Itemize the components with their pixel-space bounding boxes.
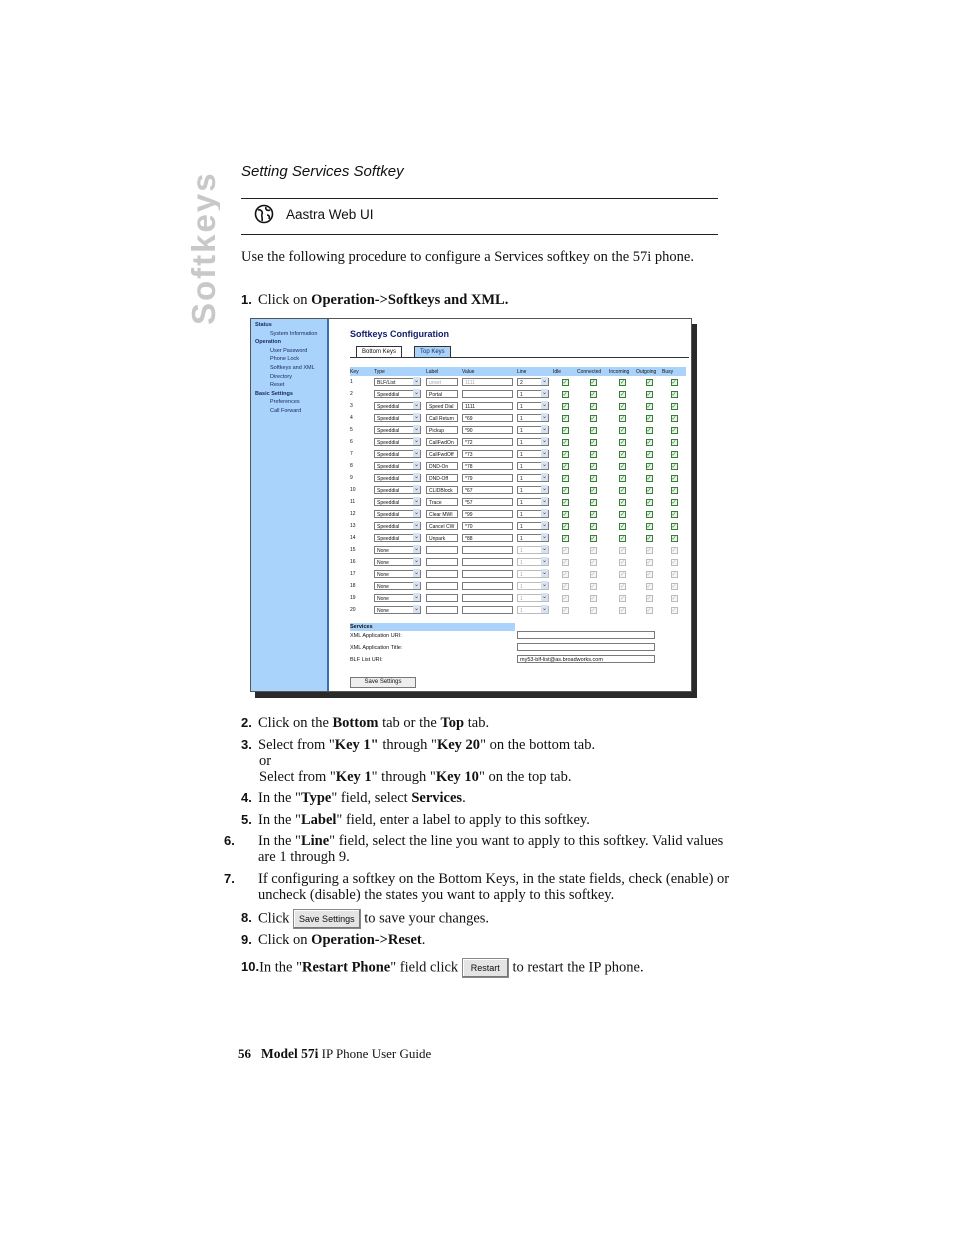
incoming-checkbox[interactable]: ✓ (620, 499, 626, 506)
web-ui-screenshot (250, 318, 692, 692)
softkey-row (350, 520, 686, 532)
key-number: 17 (350, 571, 356, 577)
save-settings-button[interactable]: Save Settings (350, 677, 416, 688)
line-select[interactable]: 1 ⌄ (517, 510, 549, 518)
blf-list-uri-label: BLF List URI: (350, 657, 383, 663)
connected-checkbox[interactable]: ✓ (590, 391, 596, 398)
busy-checkbox[interactable]: ✓ (671, 595, 677, 602)
line-select[interactable]: 1 ⌄ (517, 570, 549, 578)
type-select[interactable]: Speeddial ⌄ (374, 438, 421, 446)
nav-link[interactable]: System Information (270, 330, 318, 337)
key-number: 6 (350, 439, 353, 445)
type-select[interactable]: None ⌄ (374, 558, 421, 566)
busy-checkbox[interactable]: ✓ (671, 607, 677, 614)
softkey-row (350, 580, 686, 592)
busy-checkbox[interactable]: ✓ (671, 523, 677, 530)
idle-checkbox[interactable]: ✓ (562, 403, 568, 410)
label-input[interactable]: DND-Off (426, 474, 458, 482)
label-input[interactable]: Unpark (426, 534, 458, 542)
connected-checkbox[interactable]: ✓ (590, 547, 596, 554)
column-header: Type (374, 367, 426, 376)
column-header: Busy (662, 367, 686, 376)
key-number: 10 (350, 487, 356, 493)
value-input[interactable]: *78 (462, 462, 513, 470)
type-select[interactable]: None ⌄ (374, 546, 421, 554)
nav-link[interactable]: Phone Lock (270, 356, 300, 363)
type-select[interactable]: Speeddial ⌄ (374, 414, 421, 422)
incoming-checkbox[interactable]: ✓ (620, 427, 626, 434)
key-number: 18 (350, 583, 356, 589)
step-4: 4. In the "Type" field, select Services. (241, 790, 466, 806)
connected-checkbox[interactable]: ✓ (590, 475, 596, 482)
label-input[interactable]: Cancel CW (426, 522, 458, 530)
section-title: Setting Services Softkey (241, 163, 404, 180)
outgoing-checkbox[interactable]: ✓ (646, 391, 652, 398)
line-select[interactable]: 1 ⌄ (517, 462, 549, 470)
nav-link[interactable]: Directory (270, 373, 293, 380)
idle-checkbox[interactable]: ✓ (562, 391, 568, 398)
side-title (186, 160, 220, 325)
type-select[interactable]: Speeddial ⌄ (374, 534, 421, 542)
outgoing-checkbox[interactable]: ✓ (646, 403, 652, 410)
xml-app-uri-label: XML Application URI: (350, 633, 402, 639)
step-1: 1. Click on Operation->Softkeys and XML. (241, 292, 509, 308)
line-select[interactable]: 1 ⌄ (517, 414, 549, 422)
label-input[interactable]: CallFwdOff (426, 450, 458, 458)
busy-checkbox[interactable]: ✓ (671, 547, 677, 554)
outgoing-checkbox[interactable]: ✓ (646, 523, 652, 530)
softkey-row (350, 472, 686, 484)
key-number: 15 (350, 547, 356, 553)
connected-checkbox[interactable]: ✓ (590, 607, 596, 614)
connected-checkbox[interactable]: ✓ (590, 571, 596, 578)
incoming-checkbox[interactable]: ✓ (620, 391, 626, 398)
label-input[interactable]: CallFwdOn (426, 438, 458, 446)
line-select[interactable]: 1 ⌄ (517, 558, 549, 566)
type-select[interactable]: Speeddial ⌄ (374, 402, 421, 410)
xml-app-title-label: XML Application Title: (350, 645, 403, 651)
value-input[interactable]: *57 (462, 498, 513, 506)
busy-checkbox[interactable]: ✓ (671, 391, 677, 398)
softkey-row (350, 412, 686, 424)
idle-checkbox[interactable]: ✓ (562, 463, 568, 470)
type-select[interactable]: None ⌄ (374, 582, 421, 590)
services-header: Services (350, 623, 515, 631)
line-select[interactable]: 1 ⌄ (517, 498, 549, 506)
softkey-row (350, 424, 686, 436)
line-select[interactable]: 1 ⌄ (517, 546, 549, 554)
column-header: Incoming (609, 367, 636, 376)
label-input[interactable]: CLIDBlock (426, 486, 458, 494)
footer-model: Model 57i (261, 1046, 319, 1061)
incoming-checkbox[interactable]: ✓ (620, 559, 626, 566)
incoming-checkbox[interactable]: ✓ (620, 595, 626, 602)
intro-text: Use the following procedure to configure a Services softkey on the 57i phone. (241, 249, 694, 265)
label-input[interactable] (426, 606, 458, 614)
xml-app-uri-input[interactable] (517, 631, 655, 639)
key-number: 19 (350, 595, 356, 601)
value-input[interactable]: *73 (462, 450, 513, 458)
step-8: 8. Click Save Settings to save your changes. (241, 909, 721, 929)
type-select[interactable]: BLF/List ⌄ (374, 378, 421, 386)
busy-checkbox[interactable]: ✓ (671, 559, 677, 566)
side-title-text: Softkeys (186, 171, 220, 325)
softkey-row (350, 556, 686, 568)
connected-checkbox[interactable]: ✓ (590, 379, 596, 386)
label-input[interactable]: Speed Dial (426, 402, 458, 410)
type-select[interactable]: None ⌄ (374, 570, 421, 578)
idle-checkbox[interactable]: ✓ (562, 523, 568, 530)
outgoing-checkbox[interactable]: ✓ (646, 571, 652, 578)
idle-checkbox[interactable]: ✓ (562, 451, 568, 458)
type-select[interactable]: None ⌄ (374, 606, 421, 614)
xml-app-title-input[interactable] (517, 643, 655, 651)
type-select[interactable]: None ⌄ (374, 594, 421, 602)
value-input[interactable]: *88 (462, 534, 513, 542)
label-input[interactable]: DND-On (426, 462, 458, 470)
column-header: Line (517, 367, 553, 376)
type-select[interactable]: Speeddial ⌄ (374, 498, 421, 506)
idle-checkbox[interactable]: ✓ (562, 559, 568, 566)
key-number: 9 (350, 475, 353, 481)
connected-checkbox[interactable]: ✓ (590, 427, 596, 434)
outgoing-checkbox[interactable]: ✓ (646, 583, 652, 590)
page-footer (238, 1046, 431, 1062)
softkeys-config-title: Softkeys Configuration (350, 329, 450, 339)
softkey-row (350, 388, 686, 400)
idle-checkbox[interactable]: ✓ (562, 571, 568, 578)
divider (241, 198, 718, 199)
label-input[interactable] (426, 594, 458, 602)
value-input[interactable]: *70 (462, 522, 513, 530)
nav-section: Basic Settings (255, 390, 293, 397)
value-input[interactable]: 1111 (462, 402, 513, 410)
incoming-checkbox[interactable]: ✓ (620, 535, 626, 542)
nav-link[interactable]: User Password (270, 347, 308, 354)
softkey-row (350, 436, 686, 448)
column-header: Connected (577, 367, 609, 376)
connected-checkbox[interactable]: ✓ (590, 595, 596, 602)
idle-checkbox[interactable]: ✓ (562, 595, 568, 602)
busy-checkbox[interactable]: ✓ (671, 487, 677, 494)
label-input[interactable] (426, 558, 458, 566)
tab-bottom-keys[interactable]: Bottom Keys (356, 346, 402, 357)
line-select[interactable]: 1 ⌄ (517, 534, 549, 542)
key-number: 5 (350, 427, 353, 433)
value-input[interactable] (462, 570, 513, 578)
connected-checkbox[interactable]: ✓ (590, 487, 596, 494)
incoming-checkbox[interactable]: ✓ (620, 379, 626, 386)
line-select[interactable]: 1 ⌄ (517, 474, 549, 482)
busy-checkbox[interactable]: ✓ (671, 451, 677, 458)
label-input[interactable] (426, 582, 458, 590)
page-number: 56 (238, 1046, 251, 1061)
idle-checkbox[interactable]: ✓ (562, 379, 568, 386)
value-input[interactable] (462, 606, 513, 614)
value-input[interactable] (462, 390, 513, 398)
idle-checkbox[interactable]: ✓ (562, 499, 568, 506)
incoming-checkbox[interactable]: ✓ (620, 571, 626, 578)
column-header: Value (462, 367, 517, 376)
line-select[interactable]: 1 ⌄ (517, 582, 549, 590)
softkey-row (350, 592, 686, 604)
step-7: 7. If configuring a softkey on the Bottom Keys, in the state fields, check (enable) or uncheck (disable) the states you want to apply to this softkey. (224, 871, 730, 903)
busy-checkbox[interactable]: ✓ (671, 415, 677, 422)
connected-checkbox[interactable]: ✓ (590, 403, 596, 410)
incoming-checkbox[interactable]: ✓ (620, 463, 626, 470)
incoming-checkbox[interactable]: ✓ (620, 487, 626, 494)
incoming-checkbox[interactable]: ✓ (620, 511, 626, 518)
incoming-checkbox[interactable]: ✓ (620, 523, 626, 530)
line-select[interactable]: 1 ⌄ (517, 606, 549, 614)
softkey-row (350, 448, 686, 460)
outgoing-checkbox[interactable]: ✓ (646, 415, 652, 422)
idle-checkbox[interactable]: ✓ (562, 415, 568, 422)
idle-checkbox[interactable]: ✓ (562, 547, 568, 554)
softkey-row (350, 532, 686, 544)
value-input[interactable]: *72 (462, 438, 513, 446)
nav-section: Operation (255, 339, 281, 346)
softkey-row (350, 604, 686, 616)
softkey-row (350, 496, 686, 508)
type-select[interactable]: Speeddial ⌄ (374, 462, 421, 470)
nav-link[interactable]: Call Forward (270, 407, 302, 414)
idle-checkbox[interactable]: ✓ (562, 583, 568, 590)
idle-checkbox[interactable]: ✓ (562, 427, 568, 434)
value-input[interactable] (462, 594, 513, 602)
nav-link[interactable]: Preferences (270, 399, 300, 406)
type-select[interactable]: Speeddial ⌄ (374, 450, 421, 458)
line-select[interactable]: 1 ⌄ (517, 522, 549, 530)
line-select[interactable]: 1 ⌄ (517, 390, 549, 398)
busy-checkbox[interactable]: ✓ (671, 463, 677, 470)
incoming-checkbox[interactable]: ✓ (620, 415, 626, 422)
outgoing-checkbox[interactable]: ✓ (646, 547, 652, 554)
key-number: 16 (350, 559, 356, 565)
label-input[interactable] (426, 546, 458, 554)
line-select[interactable]: 1 ⌄ (517, 426, 549, 434)
value-input[interactable]: *79 (462, 474, 513, 482)
step-10: 10.In the "Restart Phone" field click Restart to restart the IP phone. (241, 958, 721, 978)
line-select[interactable]: 1 ⌄ (517, 594, 549, 602)
value-input[interactable]: *69 (462, 414, 513, 422)
idle-checkbox[interactable]: ✓ (562, 439, 568, 446)
value-input[interactable]: 1111 (462, 378, 513, 386)
nav-section: Status (255, 322, 272, 328)
busy-checkbox[interactable]: ✓ (671, 379, 677, 386)
outgoing-checkbox[interactable]: ✓ (646, 463, 652, 470)
busy-checkbox[interactable]: ✓ (671, 427, 677, 434)
idle-checkbox[interactable]: ✓ (562, 511, 568, 518)
connected-checkbox[interactable]: ✓ (590, 559, 596, 566)
connected-checkbox[interactable]: ✓ (590, 535, 596, 542)
tab-top-keys[interactable]: Top Keys (414, 346, 451, 357)
busy-checkbox[interactable]: ✓ (671, 403, 677, 410)
label-input[interactable]: Trace (426, 498, 458, 506)
incoming-checkbox[interactable]: ✓ (620, 451, 626, 458)
outgoing-checkbox[interactable]: ✓ (646, 439, 652, 446)
key-number: 12 (350, 511, 356, 517)
key-number: 3 (350, 403, 353, 409)
label-input[interactable] (426, 570, 458, 578)
softkey-row (350, 376, 686, 388)
label-input[interactable]: Pickup (426, 426, 458, 434)
value-input[interactable]: *67 (462, 486, 513, 494)
blf-list-uri-input[interactable]: my53-blf-list@as.broadworks.com (517, 655, 655, 663)
outgoing-checkbox[interactable]: ✓ (646, 475, 652, 482)
outgoing-checkbox[interactable]: ✓ (646, 559, 652, 566)
column-header: Idle (553, 367, 577, 376)
key-number: 13 (350, 523, 356, 529)
key-number: 8 (350, 463, 353, 469)
connected-checkbox[interactable]: ✓ (590, 451, 596, 458)
label-input[interactable]: Clear MWI (426, 510, 458, 518)
step-6: 6. In the "Line" field, select the line you want to apply to this softkey. Valid values are 1 through 9. (224, 833, 724, 865)
type-select[interactable]: Speeddial ⌄ (374, 486, 421, 494)
softkeys-table (350, 367, 686, 616)
connected-checkbox[interactable]: ✓ (590, 523, 596, 530)
step-2: 2. Click on the Bottom tab or the Top tab. (241, 715, 490, 731)
type-select[interactable]: Speeddial ⌄ (374, 474, 421, 482)
key-number: 11 (350, 499, 356, 505)
step-5: 5. In the "Label" field, enter a label to apply to this softkey. (241, 812, 590, 828)
connected-checkbox[interactable]: ✓ (590, 415, 596, 422)
type-select[interactable]: Speeddial ⌄ (374, 522, 421, 530)
connected-checkbox[interactable]: ✓ (590, 583, 596, 590)
web-ui-label: Aastra Web UI (286, 206, 374, 222)
value-input[interactable] (462, 546, 513, 554)
idle-checkbox[interactable]: ✓ (562, 607, 568, 614)
step-9: 9. Click on Operation->Reset. (241, 932, 426, 948)
incoming-checkbox[interactable]: ✓ (620, 607, 626, 614)
outgoing-checkbox[interactable]: ✓ (646, 427, 652, 434)
softkey-row (350, 484, 686, 496)
softkey-row (350, 568, 686, 580)
softkey-row (350, 544, 686, 556)
incoming-checkbox[interactable]: ✓ (620, 403, 626, 410)
value-input[interactable] (462, 582, 513, 590)
connected-checkbox[interactable]: ✓ (590, 511, 596, 518)
type-select[interactable]: Speeddial ⌄ (374, 390, 421, 398)
key-number: 7 (350, 451, 353, 457)
label-input[interactable]: Portal (426, 390, 458, 398)
web-ui-indicator (254, 204, 374, 224)
save-settings-button-image: Save Settings (293, 909, 361, 929)
label-input[interactable]: Call Return (426, 414, 458, 422)
incoming-checkbox[interactable]: ✓ (620, 475, 626, 482)
value-input[interactable]: *90 (462, 426, 513, 434)
busy-checkbox[interactable]: ✓ (671, 499, 677, 506)
connected-checkbox[interactable]: ✓ (590, 439, 596, 446)
restart-button-image: Restart (462, 958, 509, 978)
outgoing-checkbox[interactable]: ✓ (646, 595, 652, 602)
nav-link[interactable]: Reset (270, 382, 285, 389)
outgoing-checkbox[interactable]: ✓ (646, 499, 652, 506)
busy-checkbox[interactable]: ✓ (671, 583, 677, 590)
busy-checkbox[interactable]: ✓ (671, 475, 677, 482)
nav-sidebar (251, 319, 329, 691)
incoming-checkbox[interactable]: ✓ (620, 439, 626, 446)
column-header: Outgoing (636, 367, 662, 376)
step-3: 3. Select from "Key 1" through "Key 20" on the bottom tab. or Select from "Key 1" through "Key 10" on the top tab. (241, 737, 596, 785)
incoming-checkbox[interactable]: ✓ (620, 547, 626, 554)
outgoing-checkbox[interactable]: ✓ (646, 487, 652, 494)
idle-checkbox[interactable]: ✓ (562, 535, 568, 542)
busy-checkbox[interactable]: ✓ (671, 439, 677, 446)
line-select[interactable]: 1 ⌄ (517, 438, 549, 446)
connected-checkbox[interactable]: ✓ (590, 463, 596, 470)
key-number: 14 (350, 535, 356, 541)
softkey-row (350, 508, 686, 520)
line-select[interactable]: 1 ⌄ (517, 402, 549, 410)
label-input[interactable]: unset (426, 378, 458, 386)
line-select[interactable]: 1 ⌄ (517, 486, 549, 494)
busy-checkbox[interactable]: ✓ (671, 535, 677, 542)
key-number: 4 (350, 415, 353, 421)
connected-checkbox[interactable]: ✓ (590, 499, 596, 506)
line-select[interactable]: 2 ⌄ (517, 378, 549, 386)
outgoing-checkbox[interactable]: ✓ (646, 379, 652, 386)
idle-checkbox[interactable]: ✓ (562, 475, 568, 482)
column-header: Key (350, 367, 374, 376)
outgoing-checkbox[interactable]: ✓ (646, 535, 652, 542)
key-number: 2 (350, 391, 353, 397)
busy-checkbox[interactable]: ✓ (671, 571, 677, 578)
value-input[interactable] (462, 558, 513, 566)
line-select[interactable]: 1 ⌄ (517, 450, 549, 458)
outgoing-checkbox[interactable]: ✓ (646, 607, 652, 614)
globe-icon (254, 204, 274, 224)
tab-bar (350, 346, 689, 358)
value-input[interactable]: *99 (462, 510, 513, 518)
footer-guide: IP Phone User Guide (318, 1046, 432, 1061)
key-number: 1 (350, 379, 353, 385)
idle-checkbox[interactable]: ✓ (562, 487, 568, 494)
type-select[interactable]: Speeddial ⌄ (374, 510, 421, 518)
divider (241, 234, 718, 235)
outgoing-checkbox[interactable]: ✓ (646, 451, 652, 458)
softkey-row (350, 460, 686, 472)
nav-link[interactable]: Softkeys and XML (270, 364, 315, 371)
outgoing-checkbox[interactable]: ✓ (646, 511, 652, 518)
softkey-row (350, 400, 686, 412)
busy-checkbox[interactable]: ✓ (671, 511, 677, 518)
column-header: Label (426, 367, 462, 376)
incoming-checkbox[interactable]: ✓ (620, 583, 626, 590)
type-select[interactable]: Speeddial ⌄ (374, 426, 421, 434)
key-number: 20 (350, 607, 356, 613)
